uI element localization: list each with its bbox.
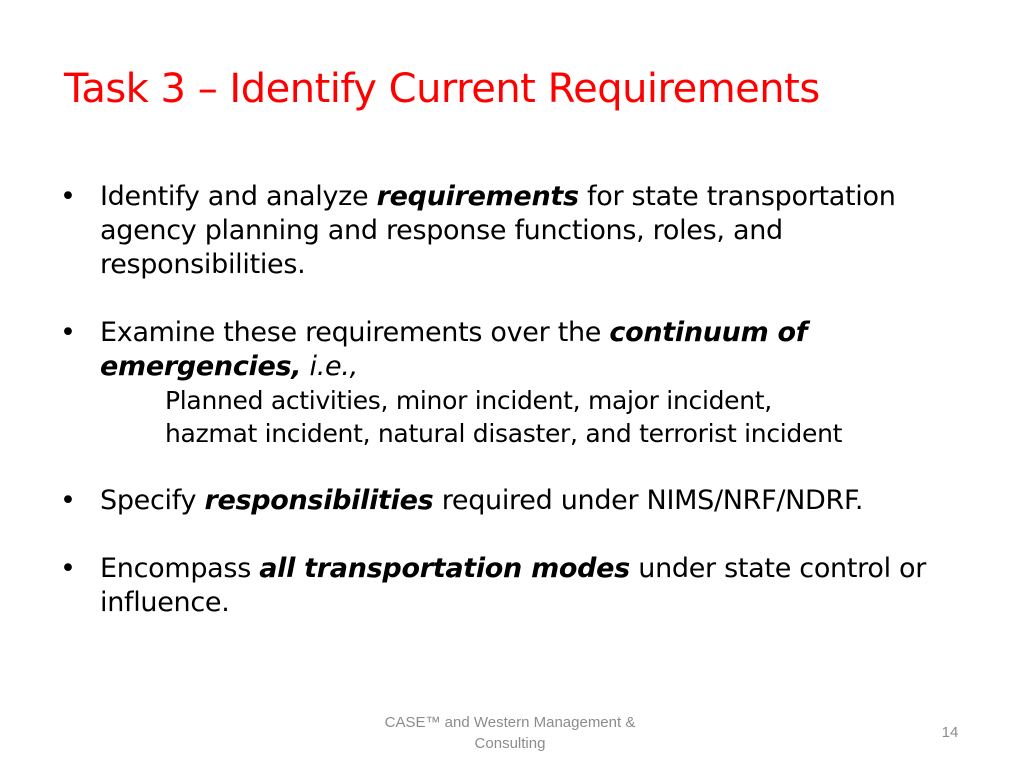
- bullet-icon: •: [60, 317, 76, 348]
- bullet-text-before: Specify: [100, 485, 205, 516]
- bullet-text-before: Examine these requirements over the: [100, 317, 610, 348]
- sub-line-2: hazmat incident, natural disaster, and terrorist incident: [165, 419, 843, 448]
- bullet-text-after: for state transportation agency planning and response functions, roles, and responsibilities.: [100, 181, 896, 280]
- footer-line-1: CASE™ and Western Management &: [384, 714, 636, 731]
- sub-line-1: Planned activities, minor incident, major incident,: [165, 386, 772, 415]
- page-number: 14: [941, 724, 959, 741]
- bullet-item-requirements: [60, 180, 970, 282]
- bullet-emphasis: all transportation modes: [259, 553, 630, 584]
- slide-title: Task 3 – Identify Current Requirements: [64, 66, 820, 112]
- bullet-text-after: under state control or influence.: [100, 553, 927, 618]
- bullet-emphasis: responsibilities: [204, 485, 434, 516]
- bullet-italic-ie: i.e.,: [301, 351, 358, 382]
- footer-line-2: Consulting: [474, 735, 546, 752]
- bullet-text-before: Identify and analyze: [100, 181, 377, 212]
- bullet-item-modes: [60, 552, 970, 620]
- bullet-item-responsibilities: [60, 484, 970, 518]
- bullet-item-continuum: [60, 316, 970, 450]
- bullet-text-before: Encompass: [100, 553, 260, 584]
- bullet-list: [60, 180, 970, 654]
- bullet-text-after: required under NIMS/NRF/NDRF.: [433, 485, 864, 516]
- bullet-emphasis: requirements: [376, 181, 579, 212]
- bullet-icon: •: [60, 485, 76, 516]
- bullet-emphasis: continuum of emergencies,: [100, 317, 808, 382]
- bullet-icon: •: [60, 553, 76, 584]
- footer: [340, 712, 680, 754]
- bullet-icon: •: [60, 181, 76, 212]
